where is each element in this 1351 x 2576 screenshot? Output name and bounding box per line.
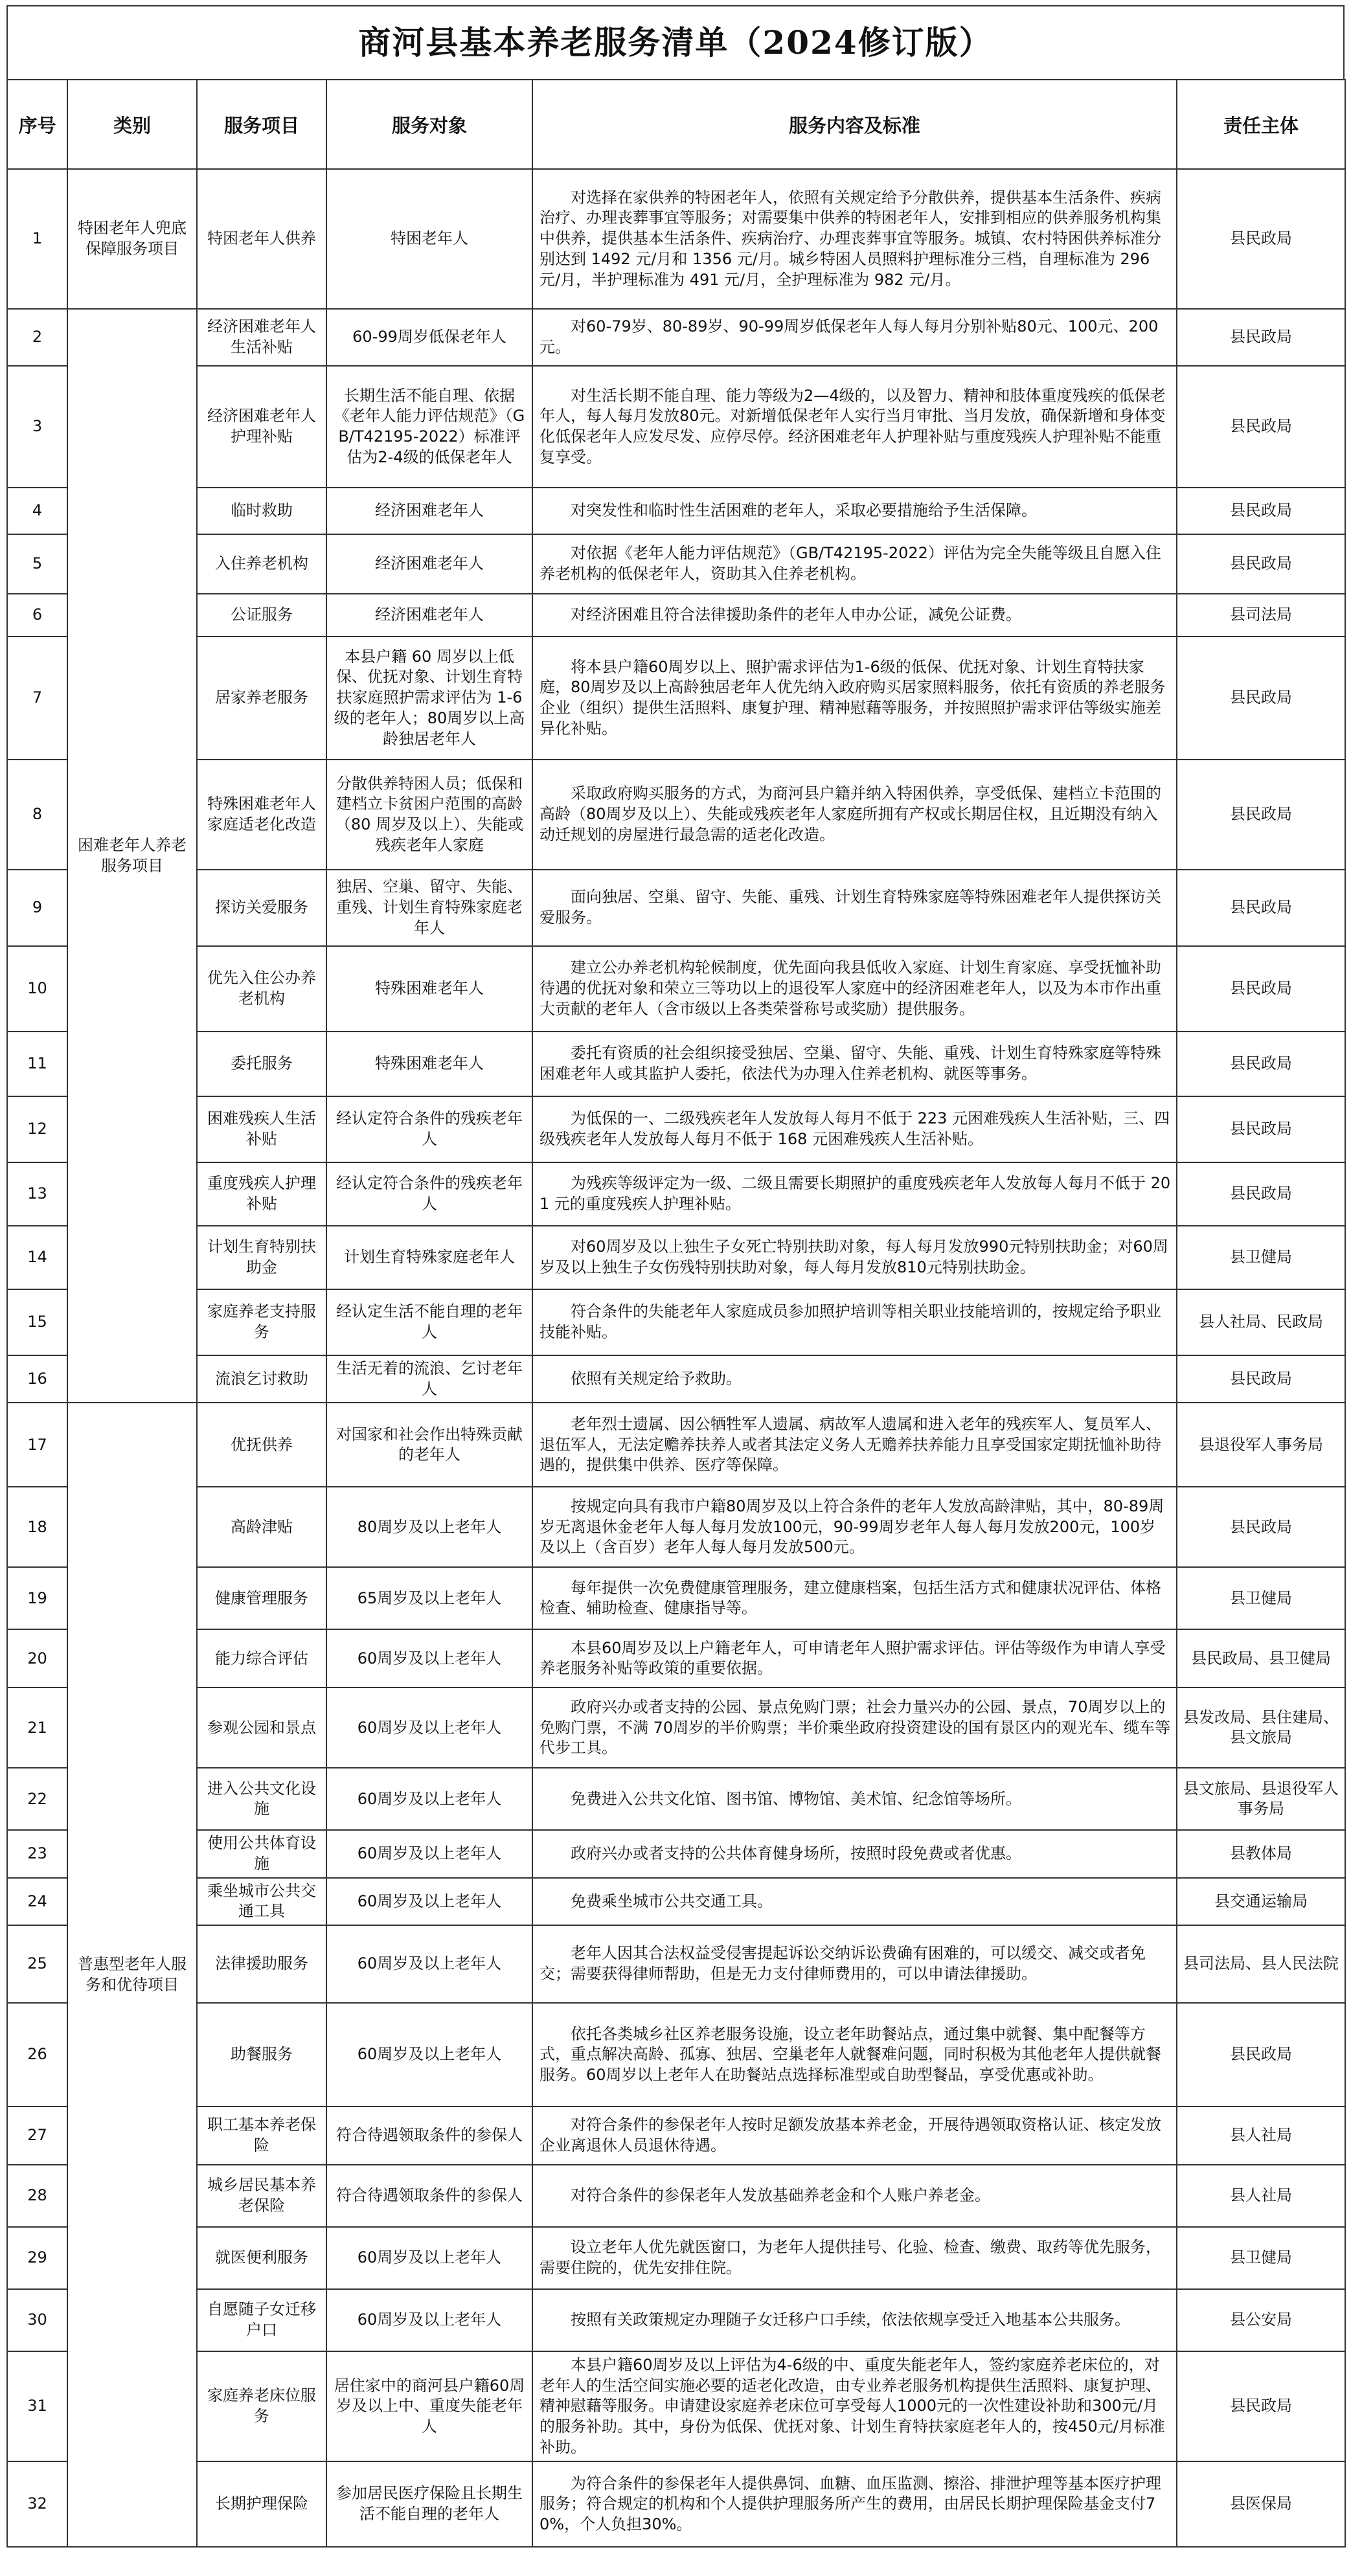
service-content-cell: 按照有关政策规定办理随子女迁移户口手续，依法依规享受迁入地基本公共服务。 — [532, 2289, 1177, 2351]
service-target-cell: 经认定生活不能自理的老年人 — [326, 1289, 532, 1355]
document-page — [6, 0, 1345, 2548]
service-content-cell: 委托有资质的社会组织接受独居、空巢、留守、失能、重残、计划生育特殊家庭等特殊困难老年人或其监护人委托，依法代为办理入住养老机构、就医等事务。 — [532, 1032, 1177, 1096]
service-content-cell: 本县户籍60周岁及以上评估为4-6级的中、重度失能老年人，签约家庭养老床位的，对老年人的生活空间实施必要的适老化改造，由专业养老服务机构提供生活照料、康复护理、精神慰藉等服务。申请建设家庭养老床位可享受每人1000元的一次性建设补助和300元/月的服务补助。其中，身份为低保、优抚对象、计划生育特扶家庭老年人的，按450元/月标准补助。 — [532, 2351, 1177, 2461]
table-row — [7, 870, 1345, 946]
service-target-cell: 特殊困难老年人 — [326, 1032, 532, 1096]
service-item-cell: 就医便利服务 — [197, 2227, 326, 2289]
service-target-cell: 60周岁及以上老年人 — [326, 1688, 532, 1768]
service-content-cell: 免费乘坐城市公共交通工具。 — [532, 1878, 1177, 1925]
responsible-dept-cell: 县民政局 — [1177, 1355, 1345, 1403]
table-row — [7, 2165, 1345, 2227]
row-number: 31 — [7, 2351, 67, 2461]
service-item-cell: 参观公园和景点 — [197, 1688, 326, 1768]
service-target-cell: 对国家和社会作出特殊贡献的老年人 — [326, 1403, 532, 1487]
table-row — [7, 169, 1345, 309]
service-target-cell: 独居、空巢、留守、失能、重残、计划生育特殊家庭老年人 — [326, 870, 532, 946]
row-number: 6 — [7, 594, 67, 637]
category-cell: 普惠型老年人服务和优待项目 — [67, 1403, 197, 2547]
responsible-dept-cell: 县民政局 — [1177, 169, 1345, 309]
row-number: 19 — [7, 1567, 67, 1629]
header-category: 类别 — [67, 80, 197, 169]
service-target-cell: 经济困难老年人 — [326, 488, 532, 534]
service-content-cell: 依照有关规定给予救助。 — [532, 1355, 1177, 1403]
service-item-cell: 健康管理服务 — [197, 1567, 326, 1629]
service-target-cell: 65周岁及以上老年人 — [326, 1567, 532, 1629]
responsible-dept-cell: 县民政局 — [1177, 534, 1345, 594]
responsible-dept-cell: 县交通运输局 — [1177, 1878, 1345, 1925]
service-item-cell: 家庭养老支持服务 — [197, 1289, 326, 1355]
service-content-cell: 对符合条件的参保老年人按时足额发放基本养老金，开展待遇领取资格认证、核定发放企业离退休人员退休待遇。 — [532, 2107, 1177, 2165]
row-number: 11 — [7, 1032, 67, 1096]
service-content-cell: 依托各类城乡社区养老服务设施，设立老年助餐站点，通过集中就餐、集中配餐等方式，重点解决高龄、孤寡、独居、空巢老年人就餐难问题，同时积极为其他老年人提供就餐服务。60周岁以上老年人在助餐站点选择标准型或自助型餐品，享受优惠或补助。 — [532, 2003, 1177, 2107]
responsible-dept-cell: 县发改局、县住建局、县文旅局 — [1177, 1688, 1345, 1768]
service-item-cell: 使用公共体育设施 — [197, 1830, 326, 1877]
row-number: 8 — [7, 760, 67, 870]
row-number: 3 — [7, 366, 67, 488]
service-content-cell: 老年烈士遗属、因公牺牲军人遗属、病故军人遗属和进入老年的残疾军人、复员军人、退伍军人，无法定赡养扶养人或者其法定义务人无赡养扶养能力且享受国家定期抚恤补助待遇的，提供集中供养、医疗等保障。 — [532, 1403, 1177, 1487]
row-number: 4 — [7, 488, 67, 534]
row-number: 25 — [7, 1925, 67, 2003]
service-item-cell: 计划生育特别扶助金 — [197, 1226, 326, 1289]
table-row — [7, 309, 1345, 366]
table-row — [7, 2289, 1345, 2351]
service-item-cell: 高龄津贴 — [197, 1487, 326, 1567]
row-number: 27 — [7, 2107, 67, 2165]
page-title: 商河县基本养老服务清单（2024修订版） — [6, 5, 1345, 79]
service-content-cell: 政府兴办或者支持的公园、景点免购门票；社会力量兴办的公园、景点，70周岁以上的免购门票，不满 70周岁的半价购票；半价乘坐政府投资建设的国有景区内的观光车、缆车等代步工具。 — [532, 1688, 1177, 1768]
row-number: 29 — [7, 2227, 67, 2289]
service-content-cell: 为符合条件的参保老年人提供鼻饲、血糖、血压监测、擦浴、排泄护理等基本医疗护理服务；符合规定的机构和个人提供护理服务所产生的费用，由居民长期护理保险基金支付70%，个人负担30%。 — [532, 2461, 1177, 2547]
service-content-cell: 为残疾等级评定为一级、二级且需要长期照护的重度残疾老年人发放每人每月不低于 201 元的重度残疾人护理补贴。 — [532, 1162, 1177, 1226]
service-item-cell: 公证服务 — [197, 594, 326, 637]
responsible-dept-cell: 县民政局 — [1177, 1032, 1345, 1096]
responsible-dept-cell: 县民政局 — [1177, 1162, 1345, 1226]
category-cell: 困难老年人养老服务项目 — [67, 309, 197, 1403]
responsible-dept-cell: 县司法局、县人民法院 — [1177, 1925, 1345, 2003]
table-row — [7, 1688, 1345, 1768]
row-number: 22 — [7, 1768, 67, 1830]
service-target-cell: 参加居民医疗保险且长期生活不能自理的老年人 — [326, 2461, 532, 2547]
service-content-cell: 建立公办养老机构轮候制度，优先面向我县低收入家庭、计划生育家庭、享受抚恤补助待遇的优抚对象和荣立三等功以上的退役军人家庭中的经济困难老年人，以及为本市作出重大贡献的老年人（含市级以上各类荣誉称号或奖励）提供服务。 — [532, 946, 1177, 1032]
service-target-cell: 长期生活不能自理、依据《老年人能力评估规范》（GB/T42195-2022）标准评估为2-4级的低保老年人 — [326, 366, 532, 488]
service-content-cell: 免费进入公共文化馆、图书馆、博物馆、美术馆、纪念馆等场所。 — [532, 1768, 1177, 1830]
row-number: 15 — [7, 1289, 67, 1355]
service-item-cell: 城乡居民基本养老保险 — [197, 2165, 326, 2227]
service-target-cell: 60周岁及以上老年人 — [326, 1830, 532, 1877]
row-number: 30 — [7, 2289, 67, 2351]
responsible-dept-cell: 县民政局 — [1177, 309, 1345, 366]
service-target-cell: 特困老年人 — [326, 169, 532, 309]
table-row — [7, 594, 1345, 637]
service-target-cell: 60周岁及以上老年人 — [326, 1878, 532, 1925]
service-content-cell: 政府兴办或者支持的公共体育健身场所，按照时段免费或者优惠。 — [532, 1830, 1177, 1877]
table-row — [7, 760, 1345, 870]
service-item-cell: 长期护理保险 — [197, 2461, 326, 2547]
row-number: 14 — [7, 1226, 67, 1289]
service-target-cell: 经济困难老年人 — [326, 594, 532, 637]
table-row — [7, 2227, 1345, 2289]
service-item-cell: 临时救助 — [197, 488, 326, 534]
service-content-cell: 按规定向具有我市户籍80周岁及以上符合条件的老年人发放高龄津贴，其中，80-89周岁无离退休金老年人每人每月发放100元，90-99周岁老年人每人每月发放200元，100岁及以上（含百岁）老年人每人每月发放500元。 — [532, 1487, 1177, 1567]
table-row — [7, 1355, 1345, 1403]
row-number: 16 — [7, 1355, 67, 1403]
table-row — [7, 488, 1345, 534]
table-row — [7, 1032, 1345, 1096]
service-content-cell: 为低保的一、二级残疾老年人发放每人每月不低于 223 元困难残疾人生活补贴，三、四级残疾老年人发放每人每月不低于 168 元困难残疾人生活补贴。 — [532, 1096, 1177, 1162]
service-target-cell: 60周岁及以上老年人 — [326, 2289, 532, 2351]
service-content-cell: 采取政府购买服务的方式，为商河县户籍并纳入特困供养，享受低保、建档立卡范围的高龄（80周岁及以上）、失能或残疾老年人家庭所拥有产权或长期居住权，且近期没有纳入动迁规划的房屋进行最急需的适老化改造。 — [532, 760, 1177, 870]
service-item-cell: 职工基本养老保险 — [197, 2107, 326, 2165]
row-number: 17 — [7, 1403, 67, 1487]
service-item-cell: 经济困难老年人护理补贴 — [197, 366, 326, 488]
responsible-dept-cell: 县民政局 — [1177, 870, 1345, 946]
table-row — [7, 1925, 1345, 2003]
row-number: 21 — [7, 1688, 67, 1768]
responsible-dept-cell: 县民政局 — [1177, 2003, 1345, 2107]
service-content-cell: 对生活长期不能自理、能力等级为2—4级的，以及智力、精神和肢体重度残疾的低保老年人，每人每月发放80元。对新增低保老年人实行当月审批、当月发放，确保新增和身体变化低保老年人应发尽发、应停尽停。经济困难老年人护理补贴与重度残疾人护理补贴不能重复享受。 — [532, 366, 1177, 488]
row-number: 1 — [7, 169, 67, 309]
responsible-dept-cell: 县文旅局、县退役军人事务局 — [1177, 1768, 1345, 1830]
responsible-dept-cell: 县民政局 — [1177, 366, 1345, 488]
row-number: 5 — [7, 534, 67, 594]
responsible-dept-cell: 县卫健局 — [1177, 1226, 1345, 1289]
table-row — [7, 1289, 1345, 1355]
service-item-cell: 特殊困难老年人家庭适老化改造 — [197, 760, 326, 870]
responsible-dept-cell: 县卫健局 — [1177, 2227, 1345, 2289]
row-number: 7 — [7, 637, 67, 760]
row-number: 32 — [7, 2461, 67, 2547]
responsible-dept-cell: 县民政局、县卫健局 — [1177, 1629, 1345, 1688]
service-content-cell: 对60周岁及以上独生子女死亡特别扶助对象，每人每月发放990元特别扶助金；对60周岁及以上独生子女伤残特别扶助对象，每人每月发放810元特别扶助金。 — [532, 1226, 1177, 1289]
service-target-cell: 80周岁及以上老年人 — [326, 1487, 532, 1567]
service-item-cell: 居家养老服务 — [197, 637, 326, 760]
service-target-cell: 经济困难老年人 — [326, 534, 532, 594]
row-number: 24 — [7, 1878, 67, 1925]
service-target-cell: 符合待遇领取条件的参保人 — [326, 2165, 532, 2227]
service-target-cell: 60周岁及以上老年人 — [326, 1768, 532, 1830]
responsible-dept-cell: 县司法局 — [1177, 594, 1345, 637]
table-row — [7, 1768, 1345, 1830]
header-service-item: 服务项目 — [197, 80, 326, 169]
table-header-row — [7, 80, 1345, 169]
responsible-dept-cell: 县民政局 — [1177, 2351, 1345, 2461]
service-item-cell: 家庭养老床位服务 — [197, 2351, 326, 2461]
service-target-cell: 60周岁及以上老年人 — [326, 1925, 532, 2003]
table-row — [7, 946, 1345, 1032]
service-item-cell: 流浪乞讨救助 — [197, 1355, 326, 1403]
responsible-dept-cell: 县民政局 — [1177, 488, 1345, 534]
service-target-cell: 60-99周岁低保老年人 — [326, 309, 532, 366]
service-target-cell: 计划生育特殊家庭老年人 — [326, 1226, 532, 1289]
table-row — [7, 534, 1345, 594]
table-row — [7, 1878, 1345, 1925]
row-number: 13 — [7, 1162, 67, 1226]
service-item-cell: 乘坐城市公共交通工具 — [197, 1878, 326, 1925]
service-content-cell: 本县60周岁及以上户籍老年人，可申请老年人照护需求评估。评估等级作为申请人享受养老服务补贴等政策的重要依据。 — [532, 1629, 1177, 1688]
service-content-cell: 对经济困难且符合法律援助条件的老年人申办公证，减免公证费。 — [532, 594, 1177, 637]
table-row — [7, 2003, 1345, 2107]
category-cell: 特困老年人兜底保障服务项目 — [67, 169, 197, 309]
service-item-cell: 特困老年人供养 — [197, 169, 326, 309]
service-list-table — [6, 79, 1346, 2548]
service-content-cell: 对依据《老年人能力评估规范》（GB/T42195-2022）评估为完全失能等级且自愿入住养老机构的低保老年人，资助其入住养老机构。 — [532, 534, 1177, 594]
service-item-cell: 经济困难老年人生活补贴 — [197, 309, 326, 366]
table-row — [7, 1162, 1345, 1226]
responsible-dept-cell: 县民政局 — [1177, 1096, 1345, 1162]
responsible-dept-cell: 县民政局 — [1177, 637, 1345, 760]
service-item-cell: 重度残疾人护理补贴 — [197, 1162, 326, 1226]
service-item-cell: 优抚供养 — [197, 1403, 326, 1487]
service-item-cell: 委托服务 — [197, 1032, 326, 1096]
service-target-cell: 符合待遇领取条件的参保人 — [326, 2107, 532, 2165]
responsible-dept-cell: 县卫健局 — [1177, 1567, 1345, 1629]
service-target-cell: 居住家中的商河县户籍60周岁及以上中、重度失能老年人 — [326, 2351, 532, 2461]
table-row — [7, 1403, 1345, 1487]
service-item-cell: 助餐服务 — [197, 2003, 326, 2107]
service-content-cell: 老年人因其合法权益受侵害提起诉讼交纳诉讼费确有困难的，可以缓交、减交或者免交；需要获得律师帮助，但是无力支付律师费用的，可以申请法律援助。 — [532, 1925, 1177, 2003]
service-item-cell: 法律援助服务 — [197, 1925, 326, 2003]
header-responsible-dept: 责任主体 — [1177, 80, 1345, 169]
service-item-cell: 探访关爱服务 — [197, 870, 326, 946]
service-content-cell: 将本县户籍60周岁以上、照护需求评估为1-6级的低保、优抚对象、计划生育特扶家庭，80周岁及以上高龄独居老年人优先纳入政府购买居家照料服务，依托有资质的养老服务企业（组织）提供生活照料、康复护理、精神慰藉等服务，并按照照护需求评估等级实施差异化补贴。 — [532, 637, 1177, 760]
responsible-dept-cell: 县民政局 — [1177, 1487, 1345, 1567]
row-number: 20 — [7, 1629, 67, 1688]
service-content-cell: 对符合条件的参保老年人发放基础养老金和个人账户养老金。 — [532, 2165, 1177, 2227]
service-target-cell: 经认定符合条件的残疾老年人 — [326, 1096, 532, 1162]
service-item-cell: 能力综合评估 — [197, 1629, 326, 1688]
table-row — [7, 1629, 1345, 1688]
table-row — [7, 1567, 1345, 1629]
service-content-cell: 面向独居、空巢、留守、失能、重残、计划生育特殊家庭等特殊困难老年人提供探访关爱服务。 — [532, 870, 1177, 946]
service-content-cell: 符合条件的失能老年人家庭成员参加照护培训等相关职业技能培训的，按规定给予职业技能补贴。 — [532, 1289, 1177, 1355]
table-row — [7, 2351, 1345, 2461]
service-target-cell: 本县户籍 60 周岁以上低保、优抚对象、计划生育特扶家庭照护需求评估为 1-6 级的老年人；80周岁以上高龄独居老年人 — [326, 637, 532, 760]
header-number: 序号 — [7, 80, 67, 169]
responsible-dept-cell: 县退役军人事务局 — [1177, 1403, 1345, 1487]
row-number: 2 — [7, 309, 67, 366]
table-row — [7, 2107, 1345, 2165]
responsible-dept-cell: 县人社局 — [1177, 2165, 1345, 2227]
table-row — [7, 1830, 1345, 1877]
service-item-cell: 自愿随子女迁移户口 — [197, 2289, 326, 2351]
service-target-cell: 60周岁及以上老年人 — [326, 2227, 532, 2289]
service-target-cell: 特殊困难老年人 — [326, 946, 532, 1032]
service-target-cell: 分散供养特困人员；低保和建档立卡贫困户范围的高龄（80 周岁及以上）、失能或残疾老年人家庭 — [326, 760, 532, 870]
service-target-cell: 经认定符合条件的残疾老年人 — [326, 1162, 532, 1226]
responsible-dept-cell: 县人社局 — [1177, 2107, 1345, 2165]
row-number: 9 — [7, 870, 67, 946]
service-item-cell: 优先入住公办养老机构 — [197, 946, 326, 1032]
service-target-cell: 60周岁及以上老年人 — [326, 2003, 532, 2107]
table-row — [7, 366, 1345, 488]
service-target-cell: 60周岁及以上老年人 — [326, 1629, 532, 1688]
row-number: 28 — [7, 2165, 67, 2227]
row-number: 10 — [7, 946, 67, 1032]
row-number: 23 — [7, 1830, 67, 1877]
service-content-cell: 对60-79岁、80-89岁、90-99周岁低保老年人每人每月分别补贴80元、100元、200元。 — [532, 309, 1177, 366]
table-row — [7, 1487, 1345, 1567]
header-service-content: 服务内容及标准 — [532, 80, 1177, 169]
service-target-cell: 生活无着的流浪、乞讨老年人 — [326, 1355, 532, 1403]
service-item-cell: 入住养老机构 — [197, 534, 326, 594]
responsible-dept-cell: 县民政局 — [1177, 946, 1345, 1032]
service-content-cell: 对突发性和临时性生活困难的老年人，采取必要措施给予生活保障。 — [532, 488, 1177, 534]
row-number: 12 — [7, 1096, 67, 1162]
responsible-dept-cell: 县人社局、民政局 — [1177, 1289, 1345, 1355]
row-number: 26 — [7, 2003, 67, 2107]
table-row — [7, 637, 1345, 760]
table-row — [7, 1096, 1345, 1162]
table-row — [7, 1226, 1345, 1289]
service-content-cell: 设立老年人优先就医窗口，为老年人提供挂号、化验、检查、缴费、取药等优先服务，需要住院的，优先安排住院。 — [532, 2227, 1177, 2289]
responsible-dept-cell: 县医保局 — [1177, 2461, 1345, 2547]
row-number: 18 — [7, 1487, 67, 1567]
responsible-dept-cell: 县公安局 — [1177, 2289, 1345, 2351]
service-content-cell: 对选择在家供养的特困老年人，依照有关规定给予分散供养，提供基本生活条件、疾病治疗、办理丧葬事宜等服务；对需要集中供养的特困老年人，安排到相应的供养服务机构集中供养，提供基本生活条件、疾病治疗、办理丧葬事宜等服务。城镇、农村特困供养标准分别达到 1492 元/月和 1356 元/月。城乡特困人员照料护理标准分三档，自理标准为 296 元/月，半护理标准为 491 元/月，全护理标准为 982 元/月。 — [532, 169, 1177, 309]
responsible-dept-cell: 县教体局 — [1177, 1830, 1345, 1877]
responsible-dept-cell: 县民政局 — [1177, 760, 1345, 870]
table-row — [7, 2461, 1345, 2547]
service-item-cell: 困难残疾人生活补贴 — [197, 1096, 326, 1162]
service-content-cell: 每年提供一次免费健康管理服务，建立健康档案，包括生活方式和健康状况评估、体格检查、辅助检查、健康指导等。 — [532, 1567, 1177, 1629]
service-item-cell: 进入公共文化设施 — [197, 1768, 326, 1830]
header-service-target: 服务对象 — [326, 80, 532, 169]
